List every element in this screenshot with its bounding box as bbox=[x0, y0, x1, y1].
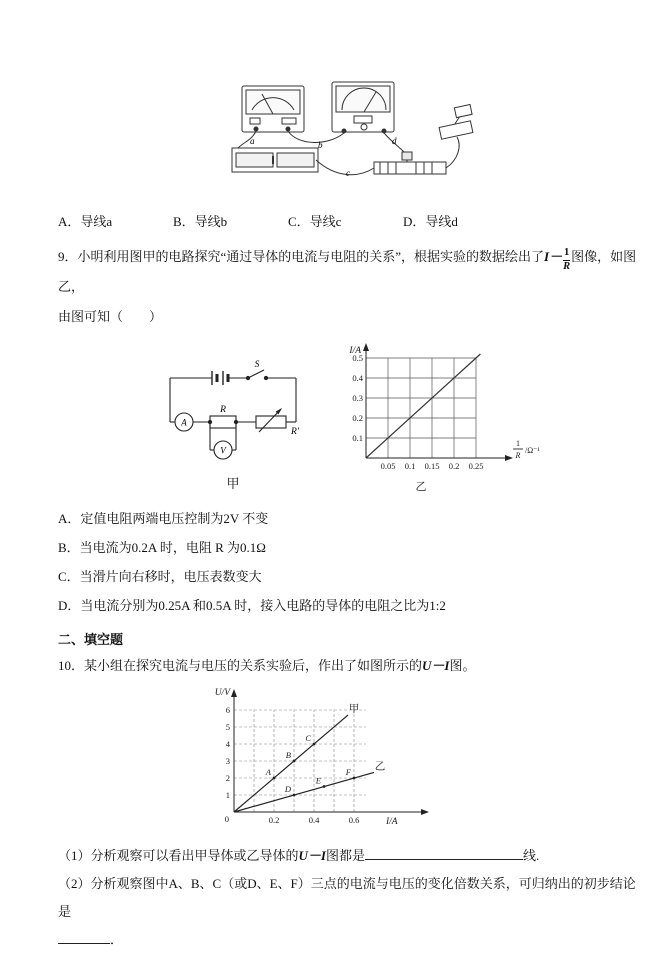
circuit-diagram bbox=[158, 358, 308, 466]
q10-ui-symbol: U－I bbox=[422, 658, 450, 674]
q10-sub1-end: 线. bbox=[522, 848, 540, 864]
q9-stem-line2: 由图可知（ ） bbox=[58, 309, 163, 325]
tick-label: 4 bbox=[225, 739, 230, 750]
x-axis-arrow bbox=[505, 455, 513, 461]
tick-label: 6 bbox=[225, 705, 230, 716]
q9-symbol-I: I－ bbox=[544, 249, 563, 264]
option-d: D．导线d bbox=[403, 214, 458, 229]
switch-component-icon bbox=[436, 105, 476, 140]
tick-label: 0.15 bbox=[424, 461, 440, 472]
q10-sub1-text: （1）分析观察可以看出甲导体或乙导体的 bbox=[58, 848, 299, 864]
option-a: A．导线a bbox=[58, 214, 113, 229]
point-label-A: A bbox=[265, 767, 271, 778]
point-label-D: D bbox=[284, 784, 291, 795]
x-axis-label-numerator: 1 bbox=[516, 439, 520, 449]
tick-label: 5 bbox=[225, 722, 230, 733]
y-axis-label: I/A bbox=[349, 346, 361, 357]
section-heading-fill-in: 二、填空题 bbox=[58, 632, 124, 648]
tick-label: 0.3 bbox=[352, 393, 363, 404]
q10-sub1-mid: 图都是 bbox=[325, 848, 365, 864]
tick-label: 0.25 bbox=[468, 461, 484, 472]
q9-option-c: C．当滑片向右移时，电压表数变大 bbox=[58, 569, 262, 585]
tick-label: 0.6 bbox=[348, 815, 360, 826]
series-line-1 bbox=[234, 715, 348, 812]
point-label-B: B bbox=[285, 750, 291, 761]
data-point-C bbox=[313, 743, 316, 746]
q9-figures bbox=[158, 336, 637, 496]
tick-label: 0.1 bbox=[352, 433, 363, 444]
tick-label: 0.2 bbox=[448, 461, 460, 472]
q9-stem-text: 9．小明利用图甲的电路探究“通过导体的电流与电阻的关系”，根据实验的数据绘出了 bbox=[58, 249, 545, 264]
resistor-label: R bbox=[220, 405, 226, 416]
q9-option-b: B．当电流为0.2A 时，电阻 R 为0.1Ω bbox=[58, 540, 266, 556]
q9-stem bbox=[58, 242, 637, 332]
q10-ui-graph bbox=[194, 682, 444, 834]
wire-label-a: a bbox=[250, 136, 255, 146]
tick-label: 0.5 bbox=[352, 353, 363, 364]
question-8-options bbox=[58, 210, 637, 234]
q9-circuit-figure bbox=[158, 358, 308, 492]
ammeter-label: A bbox=[181, 417, 187, 428]
fraction-1-over-R bbox=[563, 248, 570, 272]
x-axis-label-denominator: R bbox=[515, 451, 521, 461]
meters-illustration bbox=[226, 80, 478, 198]
voltmeter-label: V bbox=[220, 445, 226, 456]
wire-label-b: b bbox=[318, 140, 323, 150]
q10-stem bbox=[58, 654, 637, 678]
answer-blank-2[interactable] bbox=[58, 928, 110, 944]
tick-label: 0.1 bbox=[404, 461, 416, 472]
y-axis-label: U/V bbox=[214, 688, 230, 699]
x-axis-label-unit: /Ω⁻¹ bbox=[525, 446, 540, 456]
q10-sub2-text: （2）分析观察图中A、B、C（或D、E、F）三点的电流与电压的变化倍数关系，可归纳出的初步结论是 bbox=[58, 876, 636, 920]
rheostat-icon bbox=[374, 152, 446, 174]
q9-options bbox=[58, 504, 637, 620]
voltmeter-meter-icon bbox=[332, 82, 394, 133]
data-point-B bbox=[293, 760, 296, 763]
tick-label: 0.2 bbox=[352, 413, 363, 424]
wire-label-c: c bbox=[346, 168, 350, 178]
q9-option-a: A．定值电阻两端电压控制为2V 不变 bbox=[58, 511, 269, 527]
tick-label: 0.4 bbox=[352, 373, 363, 384]
point-label-F: F bbox=[345, 767, 351, 778]
tick-label: 0.2 bbox=[268, 815, 280, 826]
data-point-F bbox=[353, 777, 356, 780]
q10-sub1 bbox=[58, 842, 637, 870]
point-label-E: E bbox=[315, 775, 321, 786]
series-label-2: 乙 bbox=[374, 761, 386, 773]
tick-label: 3 bbox=[225, 756, 230, 767]
q10-figure bbox=[194, 682, 637, 842]
switch-label: S bbox=[254, 360, 260, 371]
q10-sub2-period: ． bbox=[110, 932, 124, 948]
option-b: B．导线b bbox=[173, 214, 228, 229]
q9-graph-yi bbox=[322, 336, 552, 496]
q10-stem-end: 图。 bbox=[449, 658, 476, 674]
tick-label: 2 bbox=[225, 773, 230, 784]
y-axis-arrow bbox=[363, 343, 369, 351]
data-point-A bbox=[273, 777, 276, 780]
tick-label: 0.05 bbox=[380, 461, 396, 472]
point-label-C: C bbox=[305, 733, 311, 744]
y-axis-arrow bbox=[231, 689, 237, 697]
fraction-denominator: R bbox=[563, 260, 571, 272]
tick-label: 1 bbox=[225, 790, 230, 801]
series-line bbox=[366, 354, 480, 458]
question-9 bbox=[58, 242, 637, 620]
series-label-1: 甲 bbox=[348, 704, 360, 716]
q10-sub2 bbox=[58, 870, 637, 926]
answer-blank-1[interactable] bbox=[365, 844, 523, 860]
tick-label: 0.4 bbox=[308, 815, 320, 826]
q9-option-d: D．当电流分别为0.25A 和0.5A 时，接入电路的导体的电阻之比为1:2 bbox=[58, 598, 446, 614]
option-c: C．导线c bbox=[288, 214, 342, 229]
q10-sub1-ui: U－I bbox=[298, 848, 326, 864]
caption-jia: 甲 bbox=[226, 476, 240, 492]
question-10 bbox=[58, 654, 637, 954]
caption-yi: 乙 bbox=[415, 481, 427, 494]
q10-stem-text: 10．某小组在探究电流与电压的关系实验后，作出了如图所示的 bbox=[58, 658, 423, 674]
x-axis-arrow bbox=[421, 809, 429, 815]
ammeter-meter-icon bbox=[242, 86, 304, 132]
q9-stem-text-2: 图像，如图乙， bbox=[58, 249, 637, 295]
q10-sub2-answer-line bbox=[58, 926, 637, 954]
rheostat-label: R′ bbox=[291, 427, 299, 438]
wire-label-d: d bbox=[392, 136, 397, 146]
battery-pack-icon bbox=[232, 148, 318, 172]
fraction-numerator: 1 bbox=[563, 247, 570, 259]
figure-meters-circuit bbox=[226, 80, 478, 206]
origin-label: 0 bbox=[224, 814, 229, 825]
x-axis-label: I/A bbox=[386, 817, 398, 828]
data-point-E bbox=[323, 785, 326, 788]
data-point-D bbox=[293, 794, 296, 797]
